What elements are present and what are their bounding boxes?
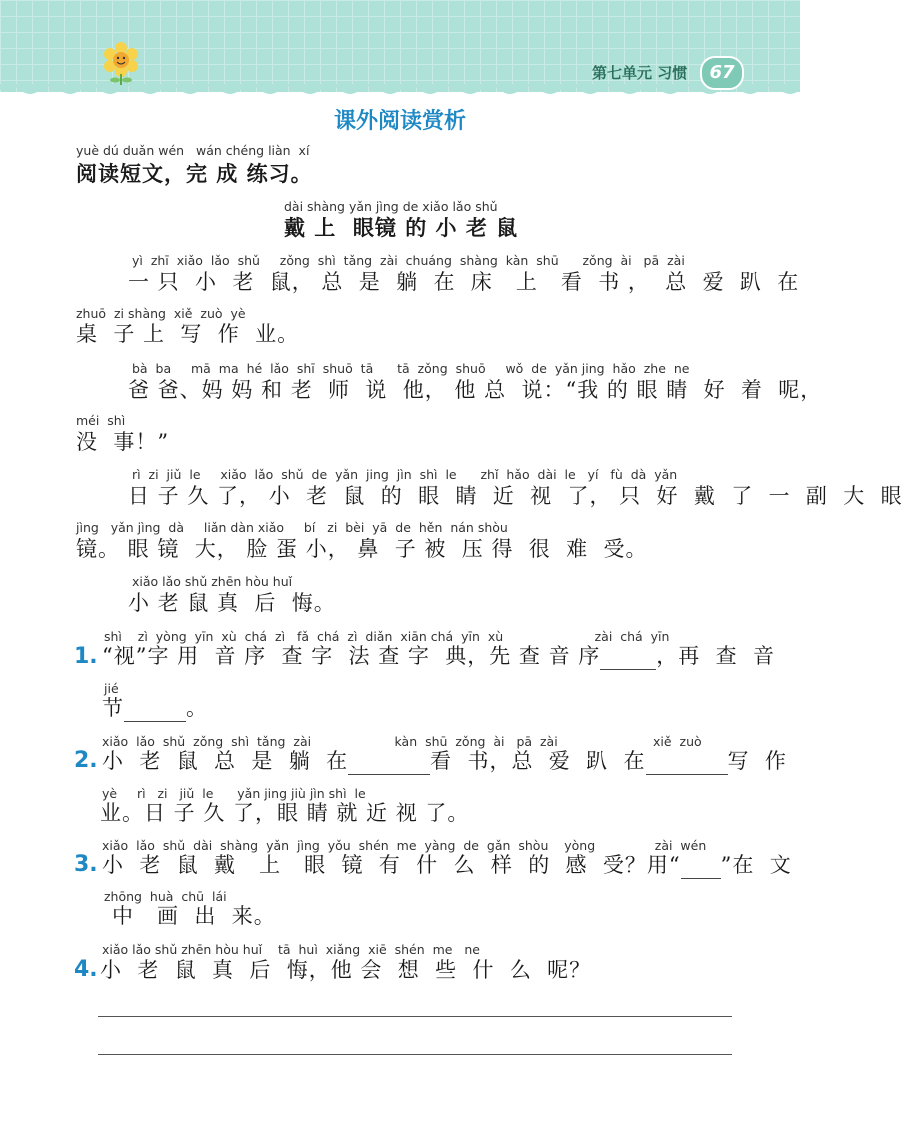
story-title-pinyin-row [284, 198, 498, 215]
story-line-pinyin: méi shì [76, 413, 126, 428]
question-text: 写 作 [727, 749, 787, 773]
question-1-number: 1. [74, 644, 98, 669]
question-pinyin: xiǎo lǎo shǔ zhēn hòu huǐ tā huì xiǎng xiē shén me ne [102, 942, 480, 957]
story-line-4-row [76, 428, 169, 456]
story-line-7-row [128, 589, 336, 617]
question-pinyin: zhōng huà chū lái [104, 889, 227, 904]
question-3-line2-row [112, 902, 276, 930]
story-line-text: 小 老 鼠 真 后 悔。 [128, 591, 336, 615]
story-title-row [284, 214, 518, 242]
question-text: 小 老 鼠 戴 上 眼 镜 有 什 么 样 的 感 受？用“ [102, 853, 681, 877]
question-text: 。 [186, 696, 208, 720]
question-text: “视”字 用 音 序 查 字 法 查 字 典，先 查 音 序 [102, 644, 601, 668]
sunflower-icon [100, 40, 142, 86]
question-pinyin: jié [104, 681, 119, 696]
question-2-line2-row [100, 799, 469, 827]
question-text: 看 书，总 爱 趴 在 [430, 749, 646, 773]
answer-blank[interactable] [348, 754, 430, 775]
story-title-pinyin: dài shàng yǎn jìng de xiǎo lǎo shǔ [284, 199, 498, 214]
story-line-4-pinyin-row [76, 412, 125, 429]
question-3-number: 3. [74, 852, 98, 877]
story-line-text: 桌 子 上 写 作 业。 [76, 322, 300, 346]
story-line-text: 镜。 眼 镜 大， 脸 蛋 小， 鼻 子 被 压 得 很 难 受。 [76, 537, 648, 561]
question-1-row [102, 642, 775, 670]
story-line-pinyin: rì zi jiǔ le xiǎo lǎo shǔ de yǎn jing jìn shì le zhǐ hǎo dài le yí fù dà yǎn [132, 467, 678, 482]
story-line-1-row [128, 268, 799, 296]
story-line-1-pinyin-row [132, 252, 685, 269]
answer-line[interactable] [98, 1054, 732, 1055]
answer-line[interactable] [98, 1016, 732, 1017]
story-line-3-pinyin-row [132, 360, 689, 377]
story-line-5-pinyin-row [132, 466, 677, 483]
question-pinyin: xiǎo lǎo shǔ zǒng shì tǎng zài kàn shū zǒng ài pā zài xiě zuò [102, 734, 702, 749]
instruction-text-row [76, 160, 313, 188]
story-line-pinyin: xiǎo lǎo shǔ zhēn hòu huǐ [132, 574, 293, 589]
question-pinyin: shì zì yòng yīn xù chá zì fǎ chá zì diǎn xiān chá yīn xù zài chá yīn [104, 629, 670, 644]
question-4-row [100, 956, 591, 984]
story-line-6-row [76, 535, 648, 563]
question-4-number: 4. [74, 957, 98, 982]
question-pinyin: xiǎo lǎo shǔ dài shàng yǎn jìng yǒu shén me yàng de gǎn shòu yòng zài wén [102, 838, 707, 853]
story-title: 戴 上 眼镜 的 小 老 鼠 [284, 215, 519, 240]
answer-blank[interactable] [646, 754, 728, 775]
story-line-pinyin: zhuō zi shàng xiě zuò yè [76, 306, 246, 321]
story-line-3-row [128, 376, 822, 404]
question-text: 中 画 出 来。 [112, 904, 276, 928]
header-wave [0, 84, 800, 98]
story-line-pinyin: jìng yǎn jìng dà liǎn dàn xiǎo bí zi bèi yā de hěn nán shòu [76, 520, 508, 535]
question-text: 节 [102, 696, 124, 720]
story-line-text: 日 子 久 了， 小 老 鼠 的 眼 睛 近 视 了， 只 好 戴 了 一 副 大 眼 [128, 484, 903, 508]
answer-blank[interactable] [124, 701, 186, 722]
story-line-7-pinyin-row [132, 573, 292, 590]
question-3-row [102, 851, 792, 879]
story-line-2-row [76, 320, 299, 348]
story-line-6-pinyin-row [76, 519, 508, 536]
answer-blank[interactable] [600, 649, 656, 670]
unit-label: 第七单元 习惯 [592, 64, 688, 82]
story-line-text: 爸 爸、妈 妈 和 老 师 说 他， 他 总 说：“我 的 眼 睛 好 着 呢， [128, 378, 823, 402]
page-number-badge: 67 [700, 56, 744, 90]
question-2-row [102, 747, 787, 775]
question-text: 小 老 鼠 总 是 躺 在 [102, 749, 349, 773]
story-line-text: 没 事！” [76, 430, 170, 454]
question-text: 小 老 鼠 真 后 悔，他 会 想 些 什 么 呢？ [100, 958, 592, 982]
question-2-number: 2. [74, 748, 98, 773]
question-text: ，再 查 音 [656, 644, 775, 668]
instruction-pinyin: yuè dú duǎn wén wán chéng liàn xí [76, 143, 310, 158]
question-text: 业。日 子 久 了，眼 睛 就 近 视 了。 [100, 801, 470, 825]
instruction [76, 142, 309, 159]
question-1-line2-row [102, 694, 208, 722]
story-line-5-row [128, 482, 903, 510]
question-pinyin: yè rì zi jiǔ le yǎn jing jiù jìn shì le [102, 786, 366, 801]
story-line-pinyin: yì zhī xiǎo lǎo shǔ zǒng shì tǎng zài chuáng shàng kàn shū zǒng ài pā zài [132, 253, 685, 268]
question-text: ”在 文 [720, 853, 792, 877]
answer-blank[interactable] [681, 858, 721, 879]
story-line-text: 一 只 小 老 鼠， 总 是 躺 在 床 上 看 书 ， 总 爱 趴 在 [128, 270, 800, 294]
instruction-text: 阅读短文，完 成 练习。 [76, 161, 313, 186]
section-title: 课外阅读赏析 [333, 109, 466, 134]
story-line-pinyin: bà ba mā ma hé lǎo shī shuō tā tā zǒng shuō wǒ de yǎn jing hǎo zhe ne [132, 361, 690, 376]
